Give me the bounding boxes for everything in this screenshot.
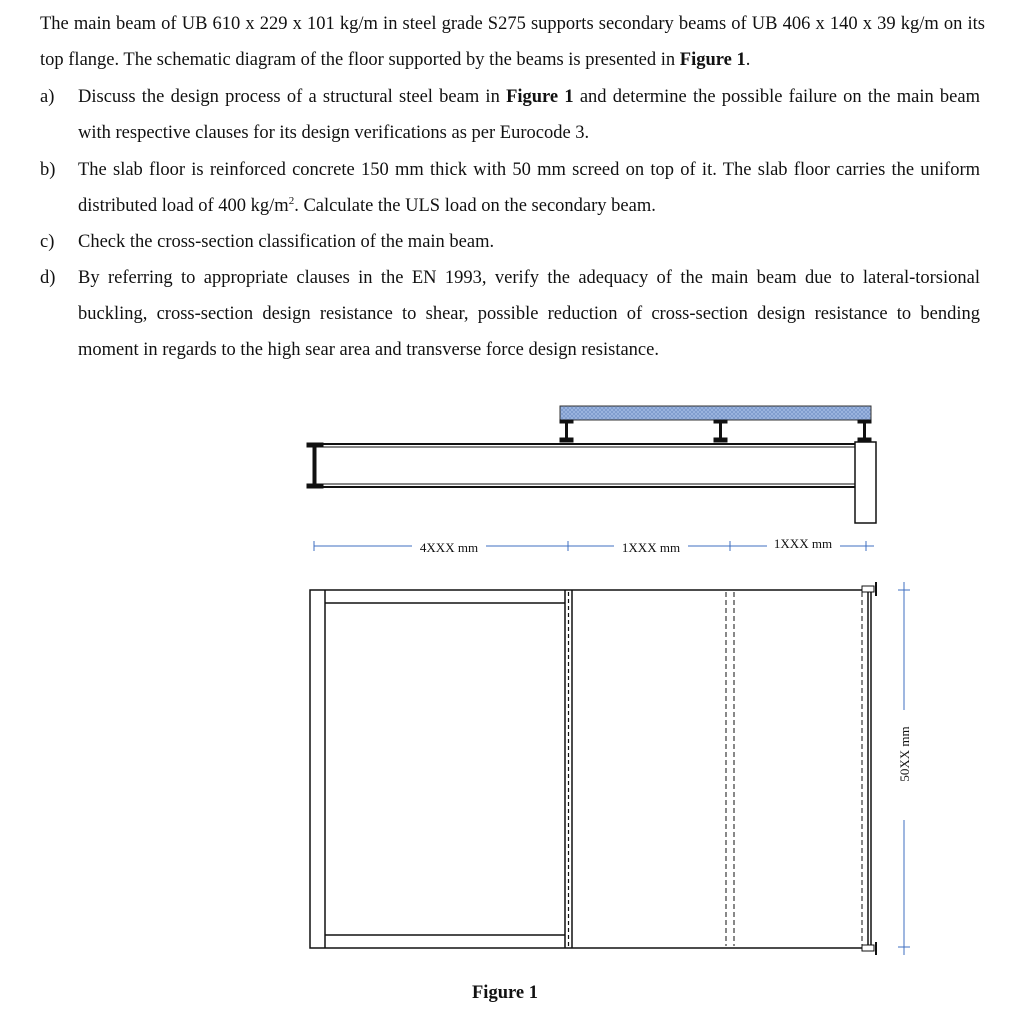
question-text: Check the cross-section classification of the main beam.: [78, 232, 495, 252]
secondary-beam-section: [560, 420, 573, 442]
dimension-span-3: 1XXX mm: [773, 536, 833, 551]
question-a-part2: and determine the possible failure on the main beam with respective clauses for its design verifications as per Eurocode 3.: [78, 87, 980, 143]
dimension-span-1: 4XXX mm: [419, 540, 479, 555]
figure-caption: Figure 1: [472, 983, 538, 1003]
left-column-section: [307, 443, 323, 488]
question-label: d): [40, 268, 56, 288]
intro-end: .: [745, 50, 751, 70]
question-b-part1: The slab floor is reinforced concrete 150 mm thick with 50 mm screed on top of it. The slab floor carries the uniform distributed load of 400 kg/m: [78, 160, 980, 216]
secondary-beam-section: [858, 420, 871, 442]
dimension-span-2: 1XXX mm: [621, 540, 681, 555]
question-label: b): [40, 160, 56, 180]
superscript: 2: [288, 194, 295, 207]
intro-figure-ref: Figure 1: [679, 50, 746, 70]
elevation-view: [307, 406, 876, 523]
question-label: c): [40, 232, 55, 252]
right-column: [855, 442, 876, 523]
question-b-part2: . Calculate the ULS load on the secondary beam.: [294, 196, 656, 216]
main-beam-elevation: [322, 444, 856, 487]
secondary-beam-section: [714, 420, 727, 442]
plan-outline: [310, 590, 871, 948]
plan-view: [310, 582, 876, 955]
concrete-slab: [560, 406, 871, 420]
question-text: By referring to appropriate clauses in the EN 1993, verify the adequacy of the main beam due to lateral-torsional buckling, cross-section design resistance to shear, possible reduction of cross-section design resistance to bending moment in regards to the high sear area and transverse force design resistance.: [78, 268, 980, 360]
question-label: a): [40, 87, 55, 107]
question-a-part1: Discuss the design process of a structural steel beam in: [78, 87, 507, 107]
intro-text: The main beam of UB 610 x 229 x 101 kg/m in steel grade S275 supports secondary beams of UB 406 x 140 x 39 kg/m on its top flange. The schematic diagram of the floor supported by the beams is presented in: [40, 14, 985, 70]
question-a-figure-ref: Figure 1: [506, 87, 574, 107]
dimension-width: 50XX mm: [897, 726, 912, 782]
